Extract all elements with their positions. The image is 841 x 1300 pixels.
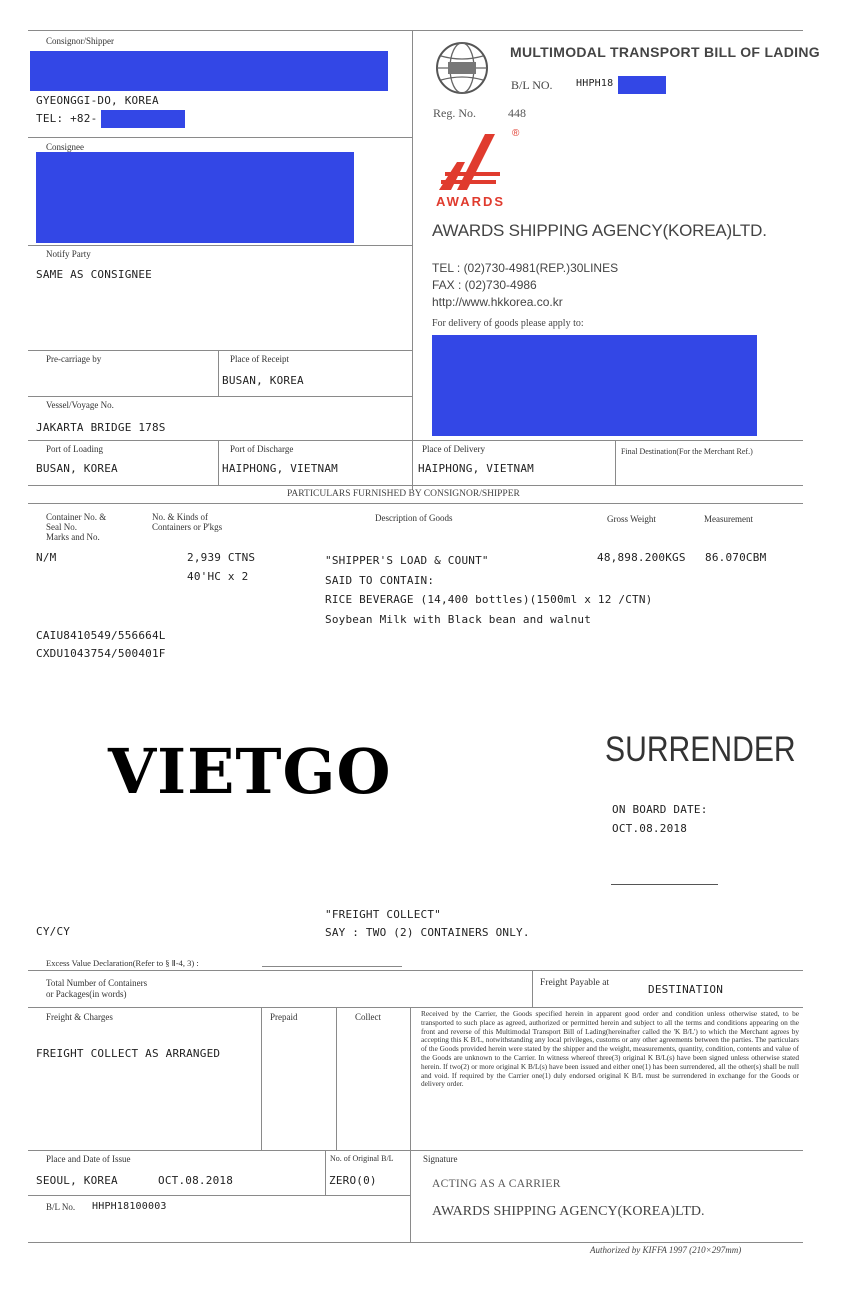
consignor-tel: TEL: +82- xyxy=(36,112,98,125)
final-destination-label: Final Destination(For the Merchant Ref.) xyxy=(621,447,753,456)
awards-logo-icon xyxy=(437,132,507,192)
signature-line xyxy=(611,884,718,885)
bottom-bl-no-label: B/L No. xyxy=(46,1202,76,1212)
divider-notify xyxy=(28,245,412,246)
divider-payable xyxy=(532,970,533,1007)
divider-charges xyxy=(28,1007,803,1008)
divider-top xyxy=(28,30,803,31)
excess-value-label: Excess Value Declaration(Refer to § Ⅱ-4, 3) : xyxy=(46,958,199,968)
freight-note: "FREIGHT COLLECT" SAY : TWO (2) CONTAINERS ONLY. xyxy=(325,908,530,939)
company-tel: TEL : (02)730-4981(REP.)30LINES xyxy=(432,261,619,275)
company-name: AWARDS SHIPPING AGENCY(KOREA)LTD. xyxy=(432,221,767,240)
vietgo-watermark: VIETGO xyxy=(108,735,392,808)
date-issue-value: OCT.08.2018 xyxy=(158,1174,234,1187)
onboard-date-value: OCT.08.2018 xyxy=(612,822,688,835)
delivery-apply-label: For delivery of goods please apply to: xyxy=(432,318,584,329)
col-kinds-header: No. & Kinds of Containers or P'kgs xyxy=(152,512,223,532)
divider-bottom xyxy=(28,1242,803,1243)
port-discharge-value: HAIPHONG, VIETNAM xyxy=(222,462,338,475)
freight-payable-value: DESTINATION xyxy=(648,983,724,996)
cy-cy-value: CY/CY xyxy=(36,925,71,938)
divider-final xyxy=(615,440,616,485)
notify-value: SAME AS CONSIGNEE xyxy=(36,268,152,281)
redacted-bl-no xyxy=(618,76,666,94)
gross-weight-value: 48,898.200KGS xyxy=(597,551,686,564)
company-web[interactable]: http://www.hkkorea.co.kr xyxy=(432,295,563,309)
onboard-date-label: ON BOARD DATE: xyxy=(612,803,708,816)
bl-no-value: HHPH18 xyxy=(576,78,614,89)
redacted-delivery-agent xyxy=(432,335,757,436)
redacted-consignor-tel xyxy=(101,110,185,128)
company-fax: FAX : (02)730-4986 xyxy=(432,278,537,292)
containers-value: 40'HC x 2 xyxy=(187,570,249,583)
particulars-heading: PARTICULARS FURNISHED BY CONSIGNOR/SHIPPER xyxy=(287,489,520,499)
place-delivery-label: Place of Delivery xyxy=(422,444,485,454)
agency-signature: AWARDS SHIPPING AGENCY(KOREA)LTD. xyxy=(432,1204,705,1219)
vessel-value: JAKARTA BRIDGE 178S xyxy=(36,421,166,434)
globe-logo-icon xyxy=(434,40,490,96)
consignor-label: Consignor/Shipper xyxy=(46,36,115,46)
divider-prepaid xyxy=(261,1007,262,1150)
freight-payable-label: Freight Payable at xyxy=(540,978,610,988)
col-weight-header: Gross Weight xyxy=(607,514,656,524)
divider-precarriage xyxy=(28,350,412,351)
divider-blno xyxy=(28,1195,410,1196)
bl-no-label: B/L NO. xyxy=(511,78,553,92)
acting-as-carrier: ACTING AS A CARRIER xyxy=(432,1178,561,1190)
divider-terms xyxy=(410,1007,411,1242)
divider-discharge xyxy=(218,440,219,485)
reg-no-value: 448 xyxy=(508,106,526,120)
divider-main-vertical xyxy=(412,30,413,490)
redacted-consignee xyxy=(36,152,354,243)
divider-vessel xyxy=(28,396,412,397)
collect-label: Collect xyxy=(355,1012,381,1022)
divider-particulars-bottom xyxy=(28,503,803,504)
port-discharge-label: Port of Discharge xyxy=(230,444,294,454)
total-containers-label: Total Number of Containers or Packages(in words) xyxy=(46,978,148,999)
awards-logo-text: AWARDS xyxy=(436,194,506,209)
place-receipt-label: Place of Receipt xyxy=(230,354,289,364)
col-measurement-header: Measurement xyxy=(704,514,753,524)
col-container-header: Container No. & Seal No. Marks and No. xyxy=(46,512,107,542)
original-bl-value: ZERO(0) xyxy=(329,1174,377,1187)
divider-original xyxy=(325,1150,326,1195)
divider-collect xyxy=(336,1007,337,1150)
goods-description: "SHIPPER'S LOAD & COUNT" SAID TO CONTAIN: RICE BEVERAGE (14,400 bottles)(1500ml x 12 /CTN) Soybean Milk with Black bean and walnut xyxy=(325,554,653,626)
prepaid-label: Prepaid xyxy=(270,1012,298,1022)
place-receipt-value: BUSAN, KOREA xyxy=(222,374,304,387)
footer-authorized: Authorized by KIFFA 1997 (210×297mm) xyxy=(590,1245,742,1255)
packages-value: 2,939 CTNS xyxy=(187,551,256,564)
divider-particulars-top xyxy=(28,485,803,486)
notify-label: Notify Party xyxy=(46,249,91,259)
container-numbers: CAIU8410549/556664L CXDU1043754/500401F xyxy=(36,629,166,660)
divider-consignee xyxy=(28,137,412,138)
divider-issue xyxy=(28,1150,803,1151)
place-issue-label: Place and Date of Issue xyxy=(46,1154,131,1164)
consignee-label: Consignee xyxy=(46,142,84,152)
place-delivery-value: HAIPHONG, VIETNAM xyxy=(418,462,534,475)
divider-receipt xyxy=(218,350,219,396)
document-title: MULTIMODAL TRANSPORT BILL OF LADING xyxy=(510,44,820,60)
pre-carriage-label: Pre-carriage by xyxy=(46,354,102,364)
divider-excess xyxy=(28,970,803,971)
freight-charges-value: FREIGHT COLLECT AS ARRANGED xyxy=(36,1047,221,1060)
col-description-header: Description of Goods xyxy=(375,513,453,523)
terms-and-conditions: Received by the Carrier, the Goods specified herein in apparent good order and condition unless otherwise stated, to be transported to such place as agreed, authorized or permitted herein and subject to all the terms and conditions appearing on the front and reverse of this Multimodal Transport Bill of Lading(hereinafter called the 'K B/L') to which the Merchant agrees by accepting this K B/L, notwithstanding any local privileges, customs or any other agreements between the parties. The particulars of the Goods provided herein were stated by the shipper and the weight, measurements, quantity, condition, contents and value of the Goods are unknown to the Carrier. In witness whereof three(3) original K B/L(s) have been signed unless otherwise stated herein. If two(2) or more original K B/L(s) have been issued and either one(1) has been surrendered, all the other(s) shall be null and void. If required by the Carrier one(1) duly endorsed original K B/L must be surrendered in exchange for the Goods or delivery order. xyxy=(421,1010,799,1089)
port-loading-label: Port of Loading xyxy=(46,444,103,454)
place-issue-value: SEOUL, KOREA xyxy=(36,1174,118,1187)
port-loading-value: BUSAN, KOREA xyxy=(36,462,118,475)
divider-ports xyxy=(28,440,803,441)
bottom-bl-no-value: HHPH18100003 xyxy=(92,1201,167,1212)
registered-mark: ® xyxy=(512,128,520,139)
vessel-label: Vessel/Voyage No. xyxy=(46,400,114,410)
redacted-consignor-name xyxy=(30,51,388,91)
freight-charges-label: Freight & Charges xyxy=(46,1012,113,1022)
surrender-stamp: SURRENDER xyxy=(605,730,796,769)
original-bl-label: No. of Original B/L xyxy=(330,1154,394,1163)
signature-label: Signature xyxy=(423,1154,458,1164)
reg-no-label: Reg. No. xyxy=(433,106,476,120)
measurement-value: 86.070CBM xyxy=(705,551,767,564)
marks-value: N/M xyxy=(36,551,57,564)
consignor-address: GYEONGGI-DO, KOREA xyxy=(36,94,159,107)
excess-value-line xyxy=(262,966,402,967)
